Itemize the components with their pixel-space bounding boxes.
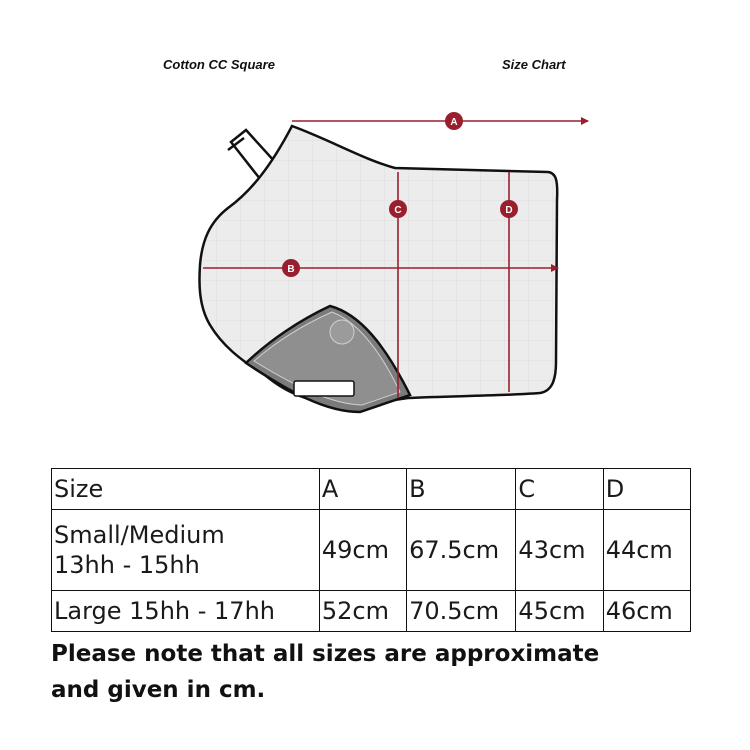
value-b: 67.5cm	[407, 510, 516, 591]
marker-d-label: D	[505, 205, 513, 216]
value-a: 49cm	[319, 510, 406, 591]
value-b: 70.5cm	[407, 591, 516, 632]
header-b: B	[407, 469, 516, 510]
marker-a-label: A	[450, 117, 458, 128]
table-header-row	[52, 469, 691, 510]
marker-c	[389, 200, 407, 218]
header-size: Size	[52, 469, 320, 510]
marker-d	[500, 200, 518, 218]
header-d: D	[603, 469, 690, 510]
note-line-2: and given in cm.	[51, 677, 266, 703]
size-cell	[52, 510, 320, 591]
table-row	[52, 591, 691, 632]
marker-b	[282, 259, 300, 277]
note-line-1: Please note that all sizes are approximate	[51, 641, 600, 667]
size-height-range: 13hh - 15hh	[54, 551, 200, 579]
value-d: 44cm	[603, 510, 690, 591]
size-name: Large 15hh - 17hh	[52, 591, 320, 632]
header-c: C	[516, 469, 603, 510]
header-a: A	[319, 469, 406, 510]
value-d: 46cm	[603, 591, 690, 632]
value-a: 52cm	[319, 591, 406, 632]
marker-c-label: C	[394, 205, 402, 216]
size-name: Small/Medium	[54, 521, 225, 549]
marker-b-label: B	[287, 264, 295, 275]
table-row	[52, 510, 691, 591]
marker-a	[445, 112, 463, 130]
value-c: 43cm	[516, 510, 603, 591]
brand-logo-icon	[330, 320, 354, 344]
product-title: Cotton CC Square	[163, 57, 275, 72]
value-c: 45cm	[516, 591, 603, 632]
strap-loop-icon	[294, 381, 354, 396]
size-table	[51, 468, 691, 632]
size-chart-title: Size Chart	[502, 57, 566, 72]
approximate-sizes-note	[51, 636, 711, 708]
